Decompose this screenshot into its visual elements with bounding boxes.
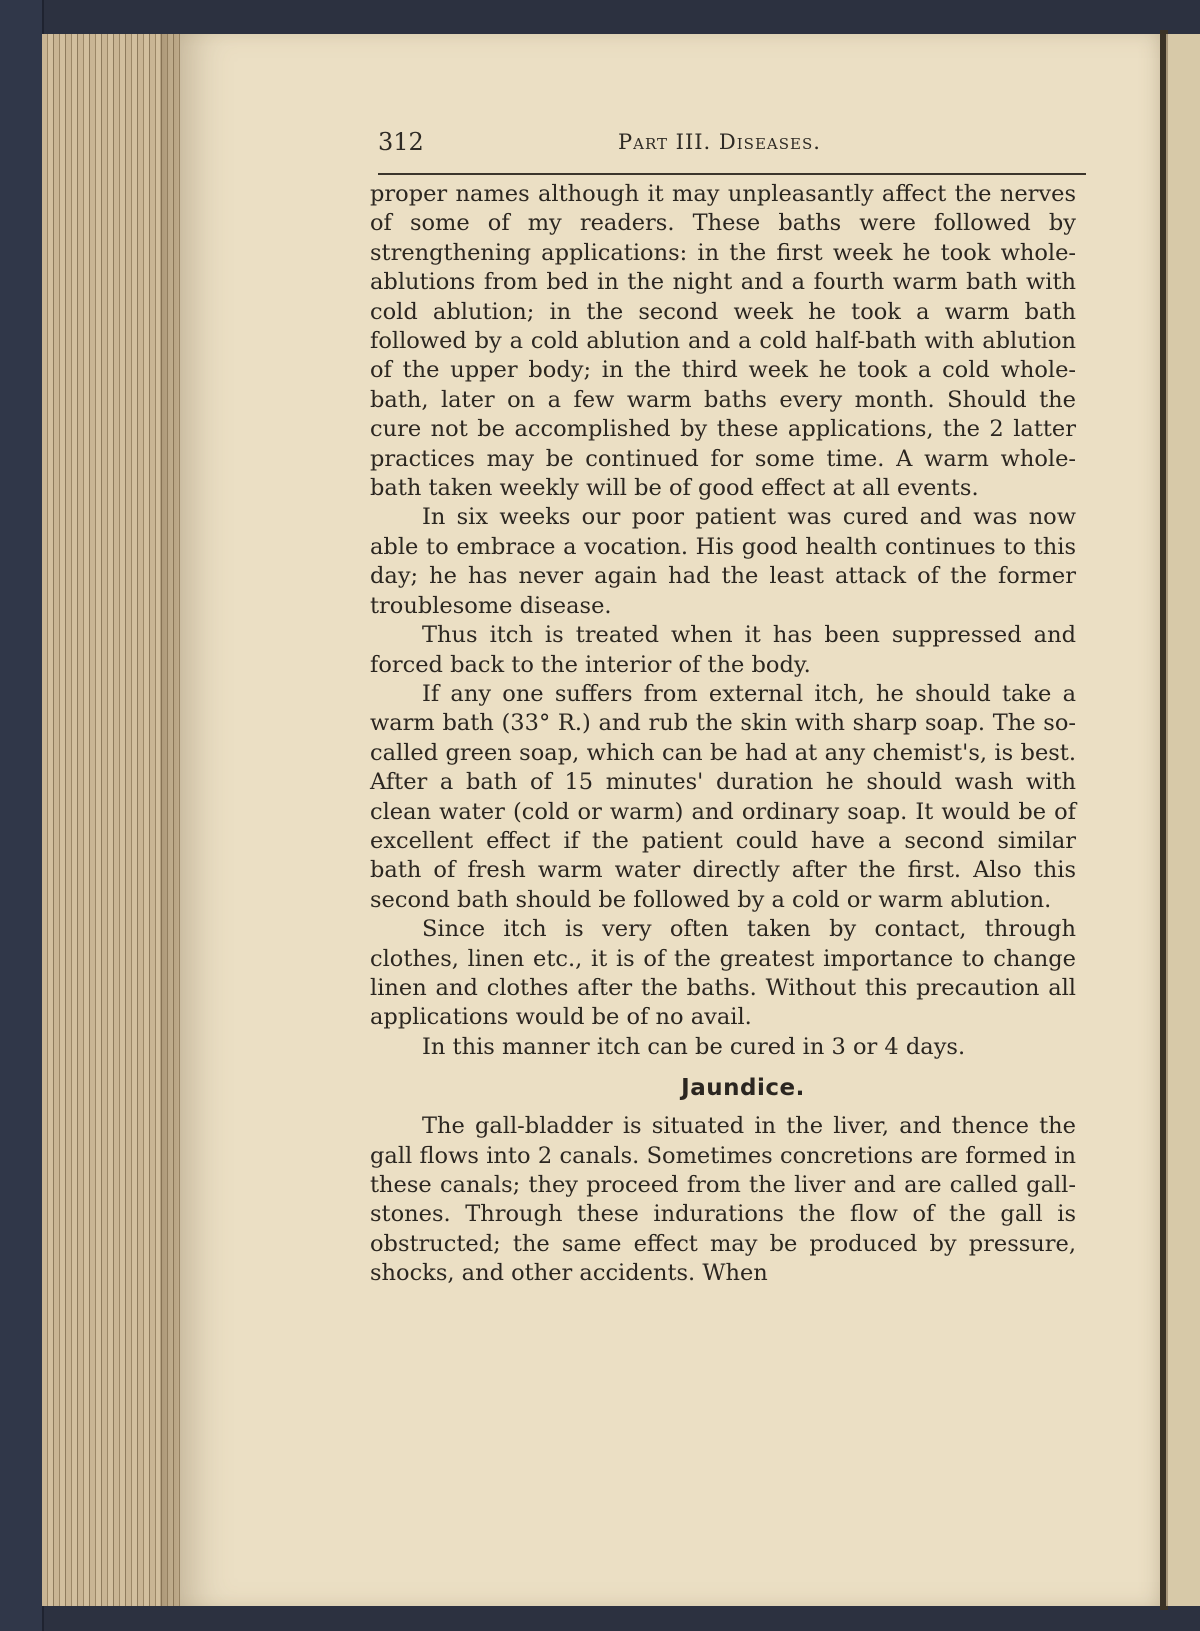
paragraph: In this manner itch can be cured in 3 or 4 days. <box>422 1033 966 1060</box>
facing-page-edge <box>1166 34 1200 1606</box>
header-rule <box>378 173 1086 175</box>
paragraph: Since itch is very often taken by contact, through clothes, linen etc., it is of the greatest importance to change linen and clothes after the baths. Without this precaution all applications would be of no avail. <box>370 916 1076 1031</box>
page-body-text <box>370 180 1076 1289</box>
page-header <box>378 128 1088 168</box>
running-head: Part III. Diseases. <box>618 130 821 154</box>
paragraph: Thus itch is treated when it has been suppressed and forced back to the interior of the body. <box>370 622 1076 678</box>
paragraph: If any one suffers from external itch, he should take a warm bath (33° R.) and rub the skin with sharp soap. The so-called green soap, which can be had at any chemist's, is best. After a bath of 15 minutes' duration he should wash with clean water (cold or warm) and ordinary soap. It would be of excellent effect if the patient could have a second similar bath of fresh warm water directly after the first. Also this second bath should be followed by a cold or warm ablution. <box>370 680 1076 913</box>
paragraph: The gall-bladder is situated in the liver, and thence the gall flows into 2 canals. Sometimes concretions are formed in these canals; they proceed from the liver and are called gall-stones. Through these indurations the flow of the gall is obstructed; the same effect may be produced by pressure, shocks, and other accidents. When <box>370 1113 1076 1287</box>
paragraph: proper names although it may unpleasantly affect the nerves of some of my readers. These baths were followed by strengthening applications: in the first week he took whole-ablutions from bed in the night and a fourth warm bath with cold ablution; in the second week he took a warm bath followed by a cold ablution and a cold half-bath with ablution of the upper body; in the third week he took a cold whole-bath, later on a few warm baths every month. Should the cure not be accomplished by these applications, the 2 latter practices may be continued for some time. A warm whole-bath taken weekly will be of good effect at all events. <box>370 181 1076 502</box>
section-heading: Jaundice. <box>681 1075 805 1102</box>
paragraph: In six weeks our poor patient was cured and was now able to embrace a vocation. His good health continues to this day; he has never again had the least attack of the former troublesome disease. <box>370 504 1076 619</box>
page-number: 312 <box>378 128 424 156</box>
cover-binding-edge <box>0 0 44 1631</box>
